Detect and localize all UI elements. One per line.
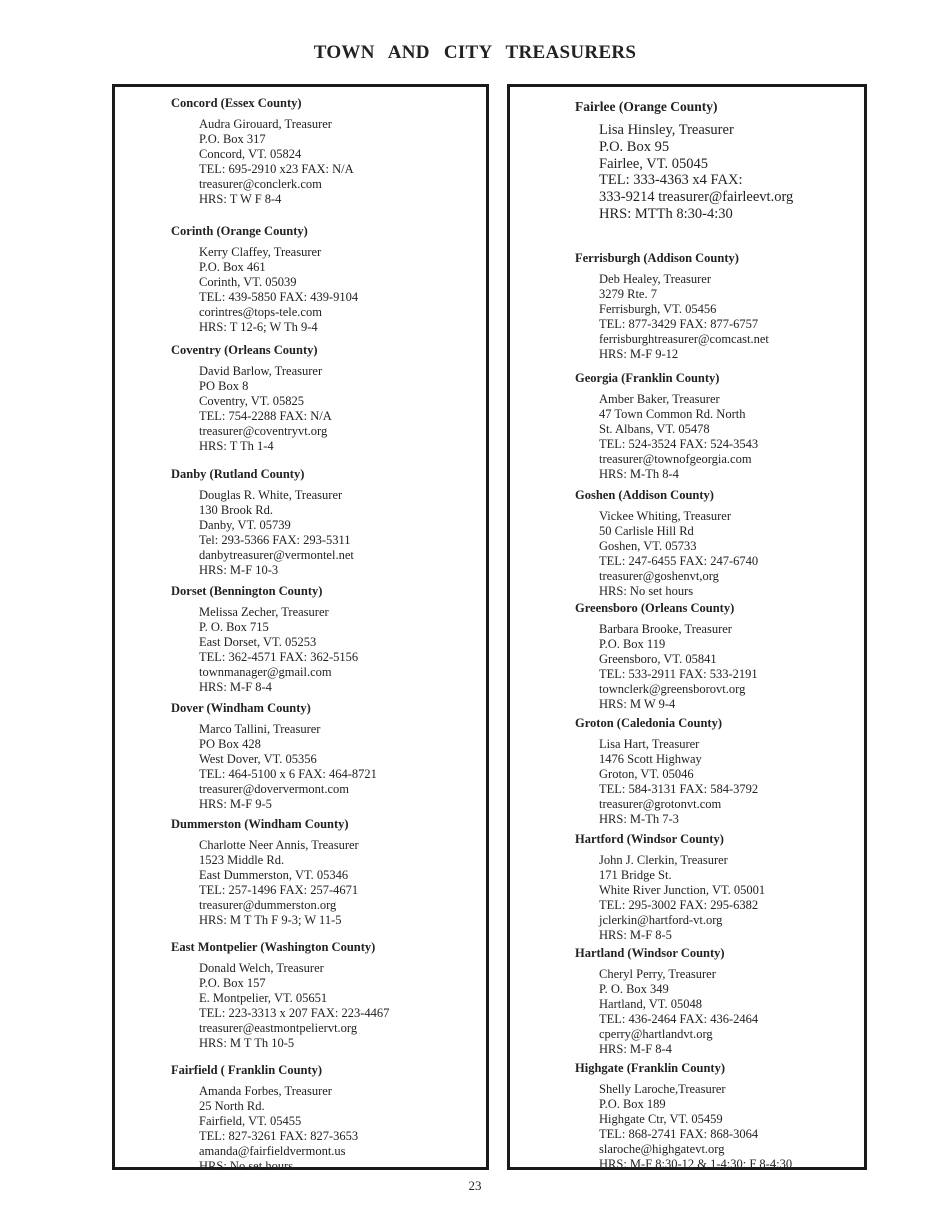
contact-line: HRS: M-Th 7-3	[599, 812, 679, 826]
contact-details	[199, 364, 332, 454]
contact-details	[599, 509, 758, 599]
contact-line: David Barlow, Treasurer	[199, 364, 323, 378]
right-column-entry	[575, 945, 758, 1057]
page-number: 23	[468, 1178, 482, 1193]
contact-line: East Dummerston, VT. 05346	[199, 868, 349, 882]
town-name: Hartland (Windsor County)	[575, 946, 725, 960]
contact-line: HRS: M-F 8:30-12 & 1-4:30; F 8-4:30	[599, 1157, 793, 1171]
contact-line: danbytreasurer@vermontel.net	[199, 548, 354, 562]
contact-details	[199, 117, 354, 207]
contact-details	[199, 245, 358, 335]
contact-line: TEL: 524-3524 FAX: 524-3543	[599, 437, 759, 451]
contact-line: 130 Brook Rd.	[199, 503, 273, 517]
town-name: Georgia (Franklin County)	[575, 371, 720, 385]
contact-line: HRS: M T Th F 9-3; W 11-5	[199, 913, 342, 927]
town-name: Fairfield ( Franklin County)	[171, 1063, 323, 1077]
contact-line: Amber Baker, Treasurer	[599, 392, 720, 406]
contact-line: TEL: 223-3313 x 207 FAX: 223-4467	[199, 1006, 390, 1020]
contact-line: Melissa Zecher, Treasurer	[199, 605, 329, 619]
contact-line: corintres@tops-tele.com	[199, 305, 322, 319]
contact-line: TEL: 464-5100 x 6 FAX: 464-8721	[199, 767, 377, 781]
contact-line: 1523 Middle Rd.	[199, 853, 285, 867]
contact-line: Marco Tallini, Treasurer	[199, 722, 321, 736]
contact-line: HRS: M-F 8-5	[599, 928, 672, 942]
contact-details	[199, 1084, 358, 1174]
contact-line: HRS: T W F 8-4	[199, 192, 282, 206]
contact-line: Hartland, VT. 05048	[599, 997, 702, 1011]
contact-line: P. O. Box 349	[599, 982, 669, 996]
contact-details	[599, 392, 758, 482]
contact-line: townmanager@gmail.com	[199, 665, 332, 679]
town-name: Fairlee (Orange County)	[575, 99, 718, 114]
left-column-entry	[171, 342, 332, 454]
contact-line: treasurer@doververmont.com	[199, 782, 349, 796]
left-column-entry	[171, 1062, 358, 1174]
contact-line: Douglas R. White, Treasurer	[199, 488, 343, 502]
right-column-entry	[575, 831, 765, 943]
contact-line: Charlotte Neer Annis, Treasurer	[199, 838, 359, 852]
contact-line: White River Junction, VT. 05001	[599, 883, 766, 897]
contact-line: 25 North Rd.	[199, 1099, 265, 1113]
contact-line: Tel: 293-5366 FAX: 293-5311	[199, 533, 351, 547]
contact-line: slaroche@highgatevt.org	[599, 1142, 725, 1156]
contact-line: St. Albans, VT. 05478	[599, 422, 710, 436]
contact-line: Corinth, VT. 05039	[199, 275, 297, 289]
right-column-entry	[575, 600, 758, 712]
contact-line: treasurer@townofgeorgia.com	[599, 452, 752, 466]
contact-details	[199, 488, 354, 578]
contact-line: HRS: T 12-6; W Th 9-4	[199, 320, 318, 334]
contact-line: West Dover, VT. 05356	[199, 752, 317, 766]
contact-line: Lisa Hart, Treasurer	[599, 737, 700, 751]
contact-line: HRS: M-Th 8-4	[599, 467, 679, 481]
contact-line: 47 Town Common Rd. North	[599, 407, 746, 421]
contact-line: Concord, VT. 05824	[199, 147, 302, 161]
contact-line: TEL: 533-2911 FAX: 533-2191	[599, 667, 758, 681]
left-column-entry	[171, 700, 377, 812]
contact-line: HRS: M-F 9-12	[599, 347, 679, 361]
contact-line: 1476 Scott Highway	[599, 752, 702, 766]
contact-line: jclerkin@hartford-vt.org	[599, 913, 723, 927]
contact-line: TEL: 333-4363 x4 FAX:	[599, 172, 743, 189]
town-name: Dover (Windham County)	[171, 701, 311, 715]
contact-line: Kerry Claffey, Treasurer	[199, 245, 322, 259]
contact-line: P. O. Box 715	[199, 620, 269, 634]
page-title: TOWN AND CITY TREASURERS	[313, 42, 637, 63]
contact-line: E. Montpelier, VT. 05651	[199, 991, 328, 1005]
contact-line: amanda@fairfieldvermont.us	[199, 1144, 346, 1158]
right-column-box	[507, 84, 867, 1170]
left-column-entry	[171, 466, 354, 578]
contact-line: HRS: M-F 10-3	[199, 563, 279, 577]
contact-line: TEL: 695-2910 x23 FAX: N/A	[199, 162, 354, 176]
town-name: Ferrisburgh (Addison County)	[575, 251, 739, 265]
town-name: Groton (Caledonia County)	[575, 716, 723, 730]
contact-details	[199, 605, 358, 695]
contact-details	[199, 838, 359, 928]
contact-details	[599, 272, 769, 362]
contact-line: treasurer@eastmontpeliervt.org	[199, 1021, 358, 1035]
contact-line: TEL: 827-3261 FAX: 827-3653	[199, 1129, 359, 1143]
contact-line: Amanda Forbes, Treasurer	[199, 1084, 332, 1098]
right-column-entry	[575, 487, 758, 599]
contact-line: P.O. Box 95	[599, 138, 670, 155]
town-name: Greensboro (Orleans County)	[575, 601, 735, 615]
contact-line: treasurer@dummerston.org	[199, 898, 337, 912]
contact-line: HRS: M-F 8-4	[599, 1042, 672, 1056]
contact-details	[599, 737, 758, 827]
contact-line: treasurer@grotonvt.com	[599, 797, 722, 811]
contact-line: TEL: 436-2464 FAX: 436-2464	[599, 1012, 759, 1026]
contact-line: TEL: 257-1496 FAX: 257-4671	[199, 883, 359, 897]
right-column-entry	[575, 715, 758, 827]
contact-line: 333-9214 treasurer@fairleevt.org	[599, 189, 794, 206]
contact-details	[599, 622, 758, 712]
contact-line: ferrisburghtreasurer@comcast.net	[599, 332, 769, 346]
contact-line: John J. Clerkin, Treasurer	[599, 853, 728, 867]
contact-line: HRS: No set hours	[199, 1159, 294, 1173]
contact-line: Ferrisburgh, VT. 05456	[599, 302, 717, 316]
contact-line: TEL: 584-3131 FAX: 584-3792	[599, 782, 759, 796]
town-name: Hartford (Windsor County)	[575, 832, 724, 846]
contact-details	[599, 122, 793, 223]
contact-line: Highgate Ctr, VT. 05459	[599, 1112, 723, 1126]
contact-line: TEL: 295-3002 FAX: 295-6382	[599, 898, 759, 912]
contact-line: cperry@hartlandvt.org	[599, 1027, 713, 1041]
contact-line: 50 Carlisle Hill Rd	[599, 524, 694, 538]
town-name: Concord (Essex County)	[171, 96, 302, 110]
contact-line: HRS: M-F 9-5	[199, 797, 272, 811]
contact-line: townclerk@greensborovt.org	[599, 682, 746, 696]
right-column-entry	[575, 250, 769, 362]
left-column-box	[112, 84, 489, 1173]
contact-line: Greensboro, VT. 05841	[599, 652, 717, 666]
right-column-entry	[575, 1060, 792, 1172]
contact-line: P.O. Box 119	[599, 637, 666, 651]
contact-line: Danby, VT. 05739	[199, 518, 291, 532]
contact-line: PO Box 428	[199, 737, 261, 751]
town-name: Highgate (Franklin County)	[575, 1061, 726, 1075]
contact-details	[599, 853, 765, 943]
contact-line: Barbara Brooke, Treasurer	[599, 622, 732, 636]
contact-line: P.O. Box 461	[199, 260, 266, 274]
contact-line: Shelly Laroche,Treasurer	[599, 1082, 726, 1096]
contact-line: HRS: M W 9-4	[599, 697, 676, 711]
contact-line: TEL: 247-6455 FAX: 247-6740	[599, 554, 759, 568]
left-column-entry	[171, 816, 359, 928]
contact-line: HRS: M-F 8-4	[199, 680, 272, 694]
contact-line: P.O. Box 157	[199, 976, 266, 990]
town-name: Dummerston (Windham County)	[171, 817, 349, 831]
contact-line: treasurer@coventryvt.org	[199, 424, 328, 438]
contact-details	[599, 967, 758, 1057]
contact-line: 171 Bridge St.	[599, 868, 672, 882]
contact-line: TEL: 439-5850 FAX: 439-9104	[199, 290, 359, 304]
town-name: Coventry (Orleans County)	[171, 343, 318, 357]
contact-line: Deb Healey, Treasurer	[599, 272, 711, 286]
left-column-entry	[171, 223, 358, 335]
contact-line: Fairlee, VT. 05045	[599, 155, 708, 172]
contact-line: HRS: No set hours	[599, 584, 694, 598]
town-name: East Montpelier (Washington County)	[171, 940, 376, 954]
left-column-entry	[171, 583, 358, 695]
contact-line: Coventry, VT. 05825	[199, 394, 304, 408]
town-name: Dorset (Bennington County)	[171, 584, 323, 598]
left-column-entry	[171, 939, 389, 1051]
contact-line: treasurer@conclerk.com	[199, 177, 322, 191]
contact-details	[599, 1082, 792, 1172]
contact-line: TEL: 362-4571 FAX: 362-5156	[199, 650, 359, 664]
contact-line: East Dorset, VT. 05253	[199, 635, 317, 649]
town-name: Danby (Rutland County)	[171, 467, 305, 481]
town-name: Goshen (Addison County)	[575, 488, 714, 502]
contact-line: Goshen, VT. 05733	[599, 539, 697, 553]
contact-line: Donald Welch, Treasurer	[199, 961, 324, 975]
contact-line: TEL: 754-2288 FAX: N/A	[199, 409, 332, 423]
contact-line: treasurer@goshenvt,org	[599, 569, 719, 583]
contact-line: TEL: 868-2741 FAX: 868-3064	[599, 1127, 759, 1141]
contact-line: TEL: 877-3429 FAX: 877-6757	[599, 317, 759, 331]
contact-line: HRS: T Th 1-4	[199, 439, 274, 453]
right-column-entry	[575, 99, 793, 223]
contact-line: Fairfield, VT. 05455	[199, 1114, 302, 1128]
contact-details	[199, 961, 389, 1051]
contact-details	[199, 722, 377, 812]
contact-line: P.O. Box 189	[599, 1097, 666, 1111]
contact-line: HRS: M T Th 10-5	[199, 1036, 295, 1050]
town-name: Corinth (Orange County)	[171, 224, 308, 238]
left-column-entry	[171, 95, 354, 207]
contact-line: Lisa Hinsley, Treasurer	[599, 122, 734, 138]
contact-line: 3279 Rte. 7	[599, 287, 657, 301]
contact-line: HRS: MTTh 8:30-4:30	[599, 205, 733, 222]
contact-line: P.O. Box 317	[199, 132, 266, 146]
contact-line: PO Box 8	[199, 379, 249, 393]
contact-line: Groton, VT. 05046	[599, 767, 694, 781]
right-column-entry	[575, 370, 758, 482]
contact-line: Cheryl Perry, Treasurer	[599, 967, 716, 981]
contact-line: Vickee Whiting, Treasurer	[599, 509, 731, 523]
contact-line: Audra Girouard, Treasurer	[199, 117, 332, 131]
